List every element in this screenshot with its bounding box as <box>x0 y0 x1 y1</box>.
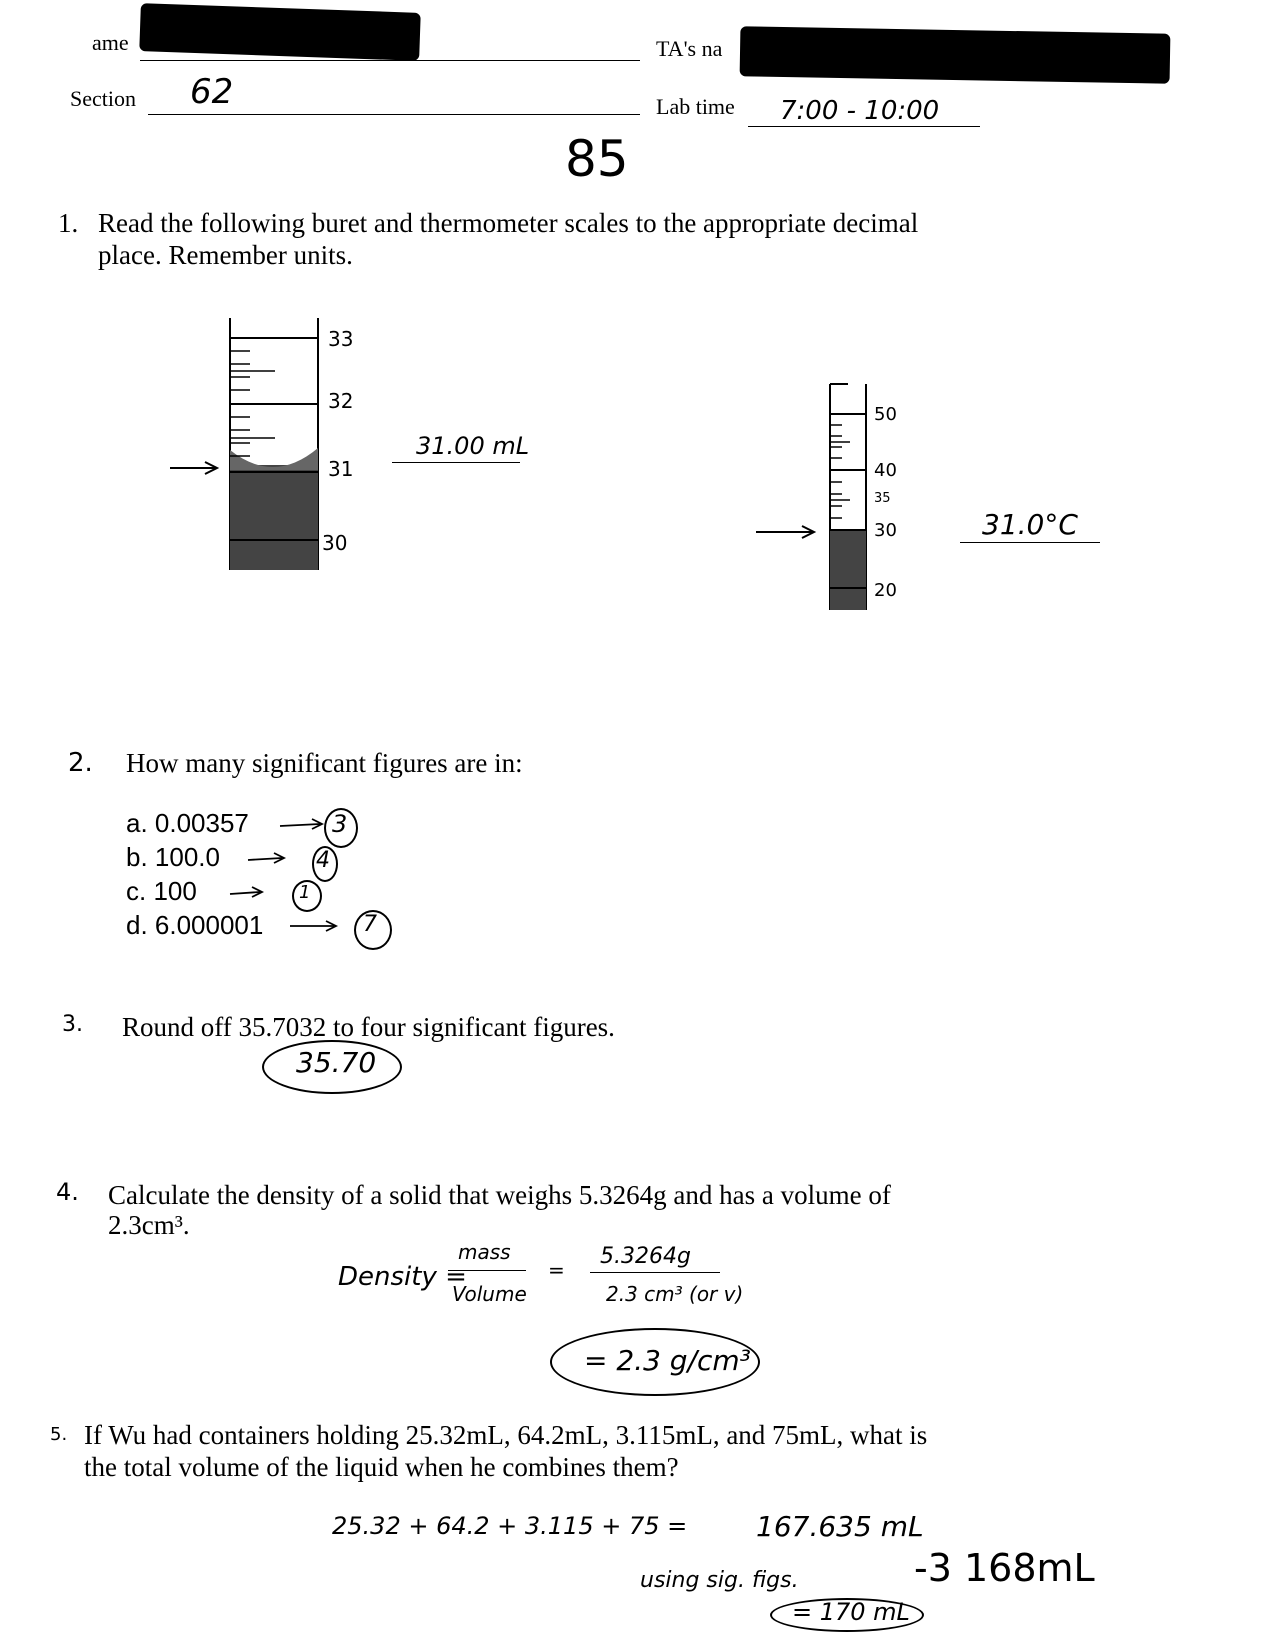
buret-label-30: 30 <box>322 531 348 555</box>
q2-text: How many significant figures are in: <box>126 748 523 778</box>
q3-answer: 35.70 <box>296 1046 377 1079</box>
q5-sigfig-note: using sig. figs. <box>640 1568 799 1593</box>
q5-sum-line: 25.32 + 64.2 + 3.115 + 75 = <box>332 1512 688 1540</box>
q4-density-label: Density = <box>338 1262 467 1292</box>
q3-text: Round off 35.7032 to four significant figures. <box>122 1012 615 1042</box>
q1-text-line1: Read the following buret and thermometer scales to the appropriate decimal <box>98 208 919 238</box>
q4-fraction-bar1 <box>448 1270 526 1271</box>
score: 85 <box>565 130 629 188</box>
q2-answer-c: 1 <box>299 882 311 903</box>
q4-numer2: 5.3264g <box>600 1244 691 1269</box>
q5-sum-result: 167.635 mL <box>756 1510 924 1543</box>
q4-numer1: mass <box>458 1240 511 1264</box>
ta-label: TA's na <box>656 36 723 61</box>
q4-equals: = <box>548 1258 565 1282</box>
thermometer-answer: 31.0°C <box>982 508 1078 541</box>
buret-answer: 31.00 mL <box>416 432 530 460</box>
buret-label-31: 31 <box>328 457 354 481</box>
q5-text-line2: the total volume of the liquid when he combines them? <box>84 1452 679 1482</box>
q2-item-b: b. 100.0 <box>126 842 220 872</box>
q2-item-a: a. 0.00357 <box>126 808 249 838</box>
section-label: Section <box>70 86 136 111</box>
q4-fraction-bar2 <box>590 1272 720 1273</box>
q3-number: 3. <box>62 1012 83 1037</box>
q2-answer-b: 4 <box>316 848 330 873</box>
q2-answer-d: 7 <box>363 912 377 937</box>
q5-number: 5. <box>50 1424 68 1445</box>
q2-item-d: d. 6.000001 <box>126 910 264 940</box>
thermo-label-20: 20 <box>874 580 897 601</box>
buret-label-33: 33 <box>328 327 354 351</box>
q4-denom2: 2.3 cm³ (or v) <box>606 1282 744 1306</box>
q2-answer-a: 3 <box>332 810 348 838</box>
name-label: ame <box>92 30 129 55</box>
section-value: 62 <box>190 72 234 112</box>
q2-item-c: c. 100 <box>126 876 197 906</box>
q5-sigfig-answer: = 170 mL <box>792 1598 910 1626</box>
thermo-label-40: 40 <box>874 460 897 481</box>
grader-note: -3 168mL <box>914 1546 1095 1590</box>
q1-number: 1. <box>58 208 79 238</box>
lab-time-label: Lab time <box>656 94 735 119</box>
q2-number: 2. <box>68 748 93 778</box>
thermo-label-30: 30 <box>874 520 897 541</box>
q4-answer: = 2.3 g/cm³ <box>584 1344 751 1377</box>
q1-text-line2: place. Remember units. <box>98 240 353 270</box>
thermo-label-50: 50 <box>874 404 897 425</box>
thermo-label-35: 35 <box>874 491 891 506</box>
q4-text-line2: 2.3cm³. <box>108 1210 190 1240</box>
q4-text-line1: Calculate the density of a solid that weighs 5.3264g and has a volume of <box>108 1180 891 1210</box>
lab-time-value: 7:00 - 10:00 <box>780 96 940 126</box>
q4-denom1: Volume <box>452 1282 527 1306</box>
buret-label-32: 32 <box>328 389 354 413</box>
q5-text-line1: If Wu had containers holding 25.32mL, 64.2mL, 3.115mL, and 75mL, what is <box>84 1420 928 1450</box>
q4-number: 4. <box>56 1178 79 1206</box>
